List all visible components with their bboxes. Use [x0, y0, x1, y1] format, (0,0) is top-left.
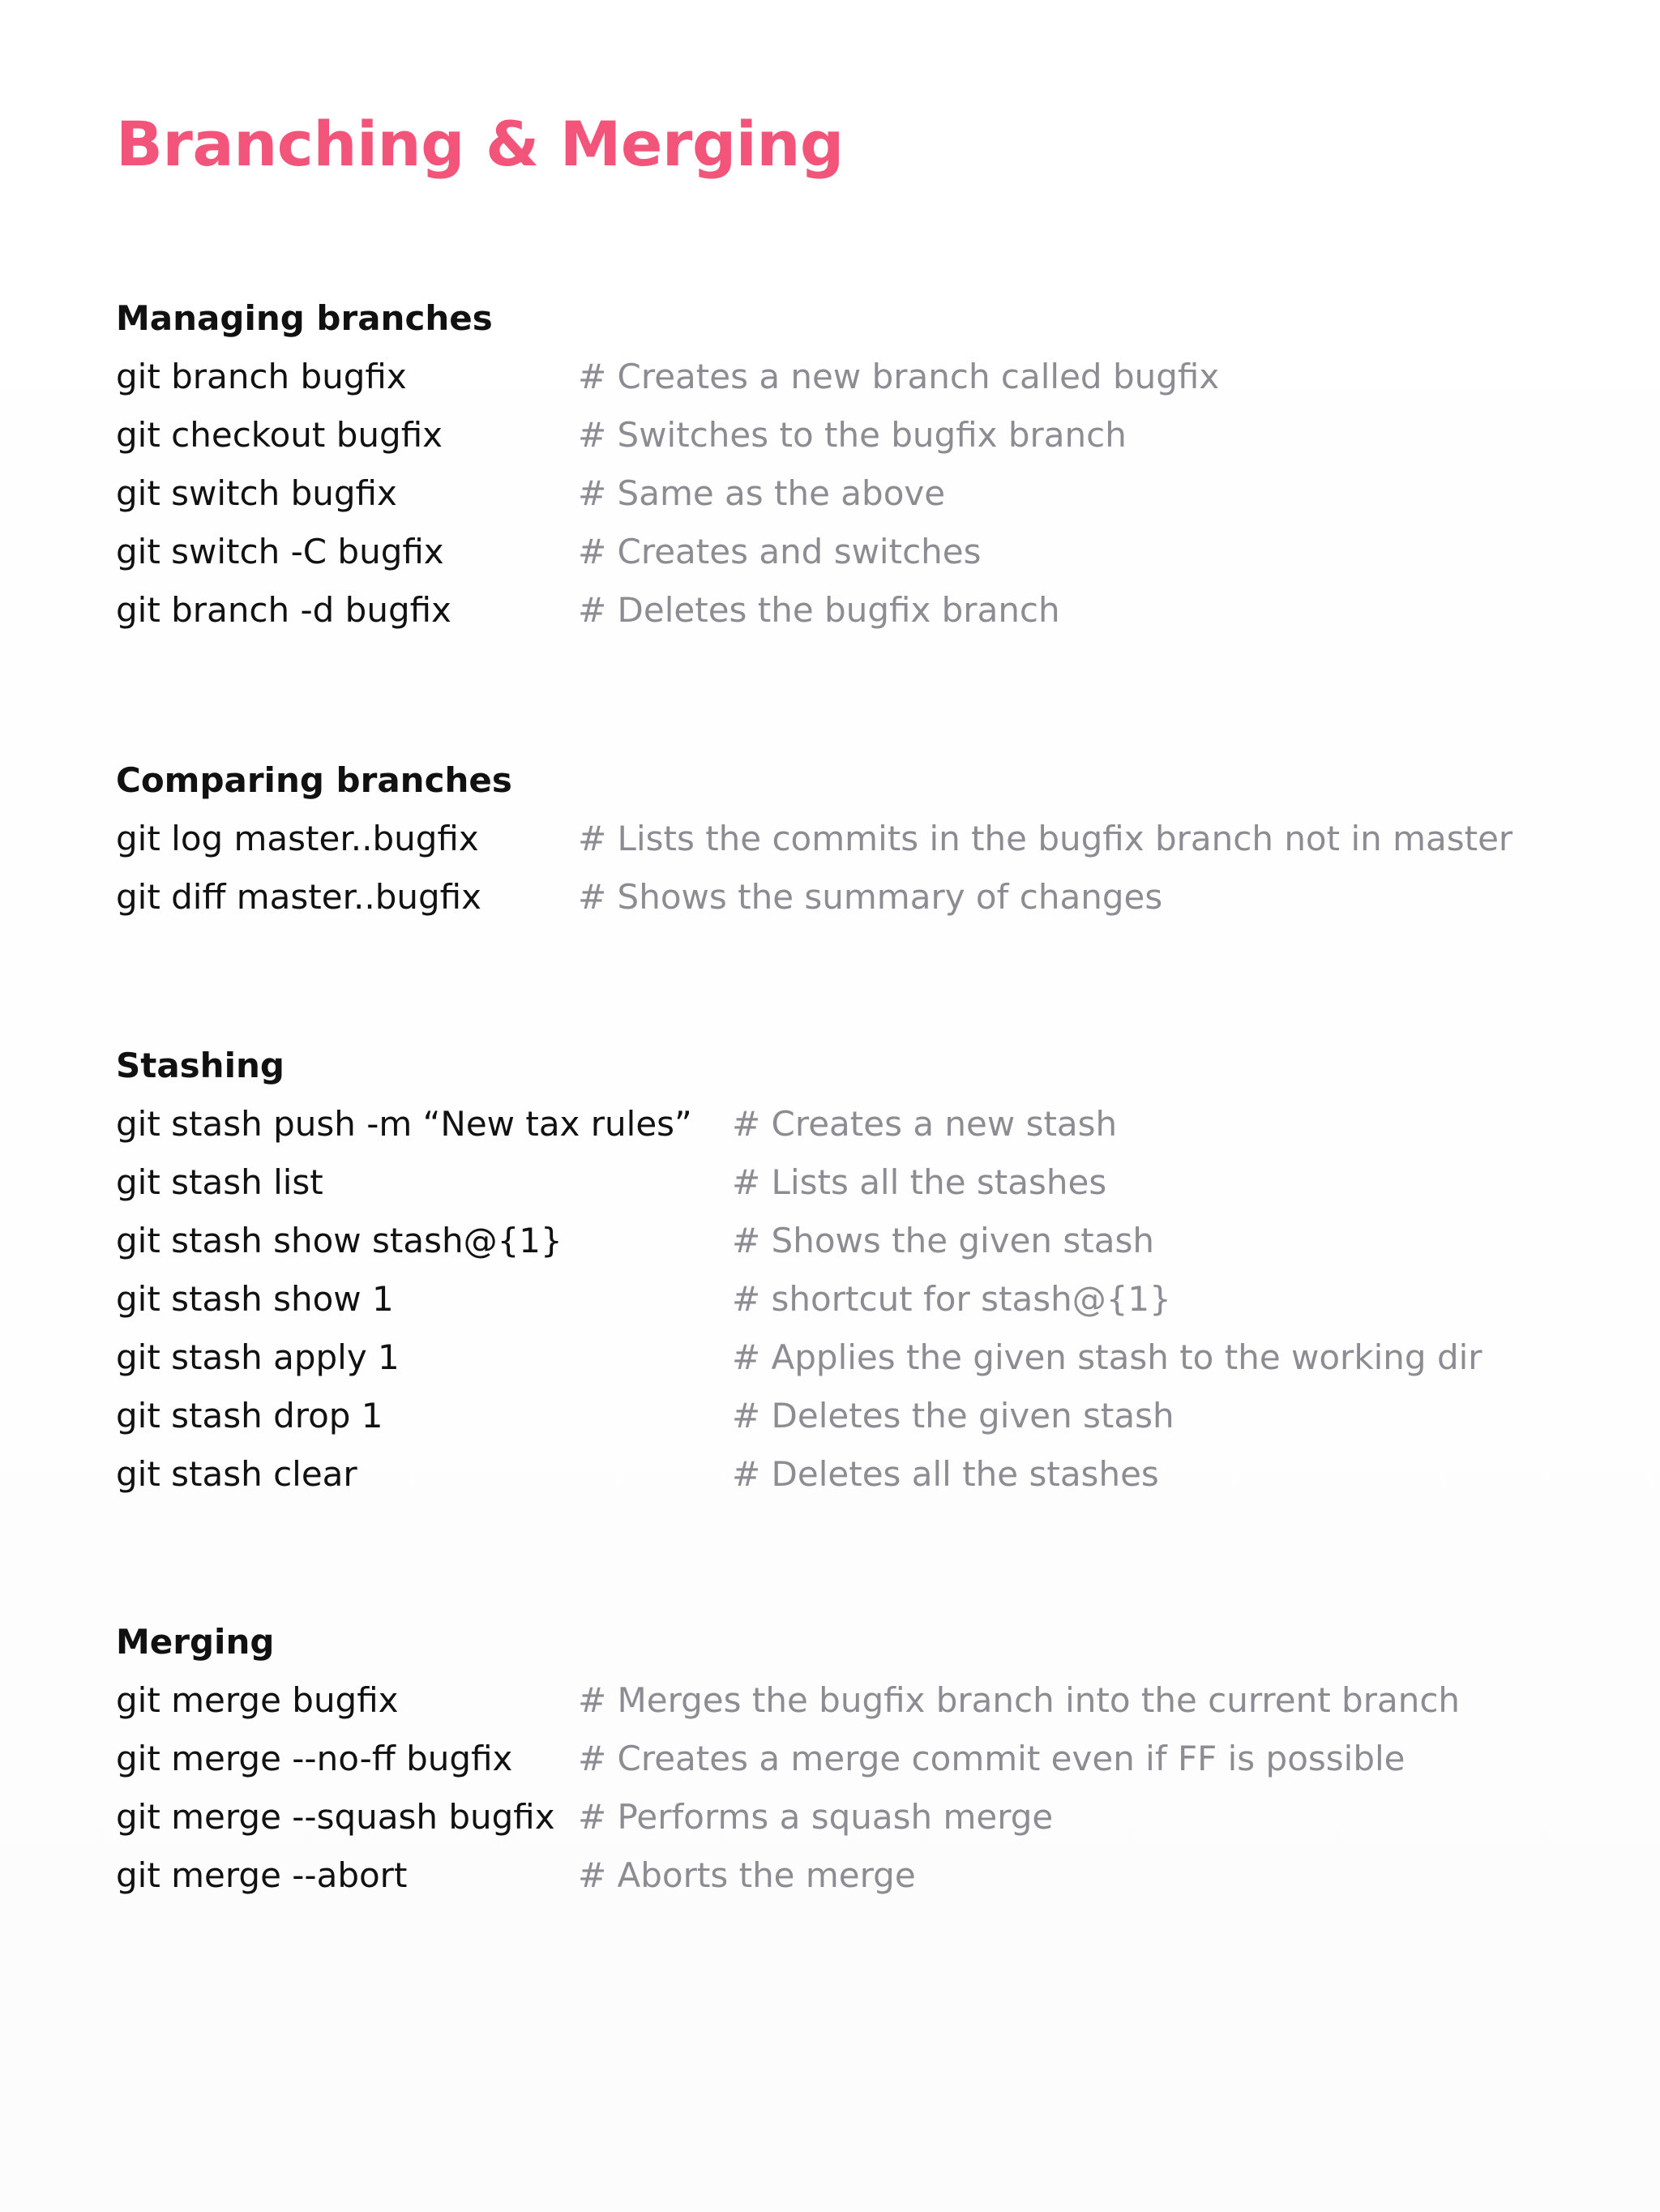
command-row	[116, 532, 982, 593]
command-row	[116, 1739, 1405, 1800]
command-comment: # Performs a squash merge	[578, 1797, 1054, 1837]
command-row	[116, 1680, 1461, 1742]
section-heading: Comparing branches	[116, 760, 512, 800]
command-text: git stash list	[116, 1162, 323, 1202]
command-row	[116, 415, 1127, 477]
section-stashing	[116, 1046, 1482, 1516]
command-comment: # Deletes the given stash	[732, 1396, 1174, 1435]
command-text: git stash clear	[116, 1454, 357, 1494]
command-comment: # Applies the given stash to the working dir	[732, 1337, 1482, 1377]
command-row	[116, 1797, 1054, 1859]
command-row	[116, 1396, 1174, 1457]
command-comment: # Deletes all the stashes	[732, 1454, 1159, 1494]
command-text: git switch -C bugfix	[116, 532, 444, 571]
page-title: Branching & Merging	[116, 108, 844, 180]
command-comment: # Deletes the bugfix branch	[578, 590, 1060, 630]
command-text: git diff master..bugfix	[116, 877, 481, 917]
command-row	[116, 1162, 1107, 1224]
command-text: git stash show stash@{1}	[116, 1221, 563, 1260]
command-row	[116, 357, 1220, 418]
section-heading: Merging	[116, 1622, 275, 1662]
command-text: git stash apply 1	[116, 1337, 400, 1377]
command-comment: # shortcut for stash@{1}	[732, 1279, 1171, 1319]
section-merging	[116, 1622, 1461, 1917]
command-comment: # Switches to the bugfix branch	[578, 415, 1127, 455]
command-text: git checkout bugfix	[116, 415, 443, 455]
command-text: git stash show 1	[116, 1279, 394, 1319]
command-comment: # Same as the above	[578, 473, 946, 513]
command-comment: # Creates and switches	[578, 532, 982, 571]
command-text: git branch -d bugfix	[116, 590, 451, 630]
command-text: git branch bugfix	[116, 357, 407, 396]
command-row	[116, 1221, 1154, 1282]
command-text: git merge bugfix	[116, 1680, 399, 1720]
command-row	[116, 590, 1060, 652]
command-comment: # Creates a merge commit even if FF is possible	[578, 1739, 1405, 1778]
command-row	[116, 1454, 1159, 1516]
command-comment: # Creates a new branch called bugfix	[578, 357, 1220, 396]
command-comment: # Lists all the stashes	[732, 1162, 1107, 1202]
command-comment: # Aborts the merge	[578, 1855, 916, 1895]
section-heading: Managing branches	[116, 298, 493, 338]
command-row	[116, 1855, 916, 1917]
command-comment: # Shows the summary of changes	[578, 877, 1163, 917]
command-text: git merge --squash bugfix	[116, 1797, 555, 1837]
command-comment: # Creates a new stash	[732, 1104, 1118, 1144]
section-comparing-branches	[116, 760, 1513, 939]
command-row	[116, 1104, 1118, 1166]
command-row	[116, 877, 1163, 939]
section-managing-branches	[116, 298, 1220, 652]
command-comment: # Shows the given stash	[732, 1221, 1154, 1260]
command-text: git stash push -m “New tax rules”	[116, 1104, 692, 1144]
command-comment: # Merges the bugfix branch into the current branch	[578, 1680, 1461, 1720]
command-text: git merge --abort	[116, 1855, 408, 1895]
command-row	[116, 819, 1513, 880]
command-text: git switch bugfix	[116, 473, 397, 513]
command-text: git stash drop 1	[116, 1396, 383, 1435]
command-comment: # Lists the commits in the bugfix branch not in master	[578, 819, 1513, 858]
command-text: git log master..bugfix	[116, 819, 479, 858]
command-row	[116, 1337, 1482, 1399]
command-row	[116, 473, 946, 535]
command-row	[116, 1279, 1171, 1341]
section-heading: Stashing	[116, 1046, 285, 1085]
command-text: git merge --no-ff bugfix	[116, 1739, 513, 1778]
